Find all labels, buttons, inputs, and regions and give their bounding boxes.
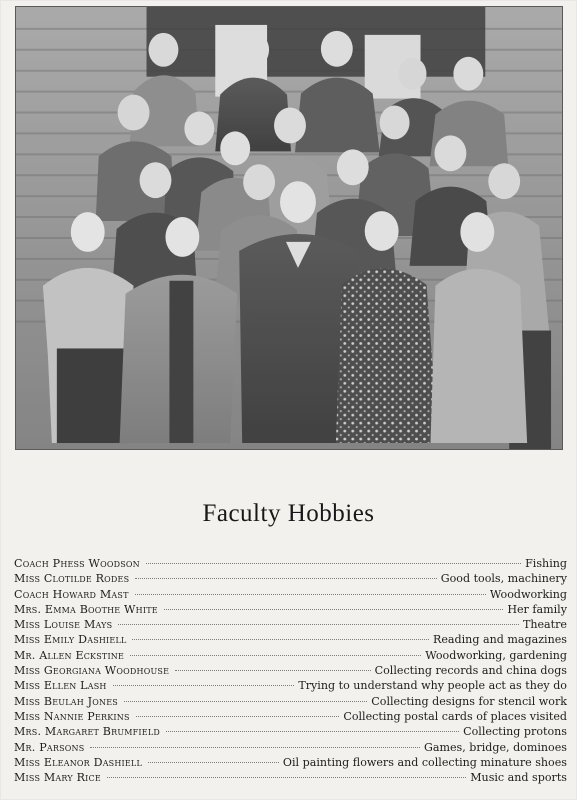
faculty-hobby: Collecting records and china dogs xyxy=(374,664,567,678)
faculty-name: Coach Phess Woodson xyxy=(14,557,140,570)
faculty-hobby: Music and sports xyxy=(470,771,567,785)
faculty-hobby-row xyxy=(14,571,567,586)
dot-leader xyxy=(107,777,466,778)
faculty-name: Miss Georgiana Woodhouse xyxy=(14,664,170,678)
faculty-hobby: Woodworking xyxy=(489,587,567,601)
dot-leader xyxy=(118,624,519,625)
dot-leader xyxy=(148,762,279,763)
faculty-name: Mr. Parsons xyxy=(14,740,85,754)
dot-leader xyxy=(132,639,429,640)
dot-leader xyxy=(164,609,504,610)
faculty-hobby-row xyxy=(14,587,567,602)
dot-leader xyxy=(136,716,340,717)
faculty-name: Mr. Allen Eckstine xyxy=(14,648,125,662)
faculty-name: Miss Emily Dashiell xyxy=(14,633,127,647)
faculty-hobby-row xyxy=(14,755,567,770)
faculty-hobby-row xyxy=(14,740,567,755)
faculty-name: Miss Nannie Perkins xyxy=(14,709,130,723)
dot-leader xyxy=(90,747,420,748)
faculty-name: Miss Clotilde Rodes xyxy=(14,572,130,586)
dot-leader xyxy=(146,563,521,564)
faculty-name: Coach Howard Mast xyxy=(14,587,129,601)
faculty-hobby: Collecting designs for stencil work xyxy=(371,694,567,708)
faculty-hobby-row xyxy=(14,556,567,571)
faculty-hobbies-title: Faculty Hobbies xyxy=(202,500,375,527)
faculty-name: Miss Mary Rice xyxy=(14,771,101,785)
faculty-hobby: Trying to understand why people act as they do xyxy=(298,679,567,693)
faculty-group-photo xyxy=(15,6,563,450)
faculty-hobbies-list xyxy=(14,556,567,785)
faculty-hobby-row xyxy=(14,632,567,647)
faculty-hobby-row xyxy=(14,694,567,709)
faculty-hobby-row xyxy=(14,648,567,663)
faculty-name: Miss Eleanor Dashiell xyxy=(14,755,142,769)
dot-leader xyxy=(124,701,367,702)
faculty-hobby: Collecting postal cards of places visited xyxy=(343,709,567,723)
dot-leader xyxy=(130,655,421,656)
faculty-hobby: Reading and magazines xyxy=(433,633,567,647)
faculty-hobby-row xyxy=(14,770,567,785)
faculty-hobby: Theatre xyxy=(522,618,567,632)
faculty-name: Mrs. Margaret Brumfield xyxy=(14,725,160,739)
faculty-hobby: Woodworking, gardening xyxy=(425,648,567,662)
dot-leader xyxy=(135,578,436,579)
dot-leader xyxy=(166,731,459,732)
faculty-hobby: Oil painting flowers and collecting minature shoes xyxy=(282,755,567,769)
faculty-name: Miss Beulah Jones xyxy=(14,694,118,708)
faculty-name: Mrs. Emma Boothe White xyxy=(14,602,158,616)
faculty-hobby-row xyxy=(14,678,567,693)
dot-leader xyxy=(135,594,486,595)
group-photo-illustration xyxy=(16,7,562,449)
dot-leader xyxy=(175,670,371,671)
faculty-hobby: Good tools, machinery xyxy=(440,572,567,586)
faculty-hobby: Her family xyxy=(507,602,567,616)
faculty-name: Miss Ellen Lash xyxy=(14,679,107,693)
faculty-hobby: Fishing xyxy=(525,557,567,570)
faculty-hobby-row xyxy=(14,709,567,724)
faculty-hobby-row xyxy=(14,663,567,678)
faculty-hobby: Games, bridge, dominoes xyxy=(423,740,567,754)
faculty-hobby-row xyxy=(14,724,567,739)
faculty-hobby-row xyxy=(14,602,567,617)
dot-leader xyxy=(113,685,295,686)
faculty-hobby: Collecting protons xyxy=(463,725,567,739)
faculty-name: Miss Louise Mays xyxy=(14,618,113,632)
faculty-hobby-row xyxy=(14,617,567,632)
